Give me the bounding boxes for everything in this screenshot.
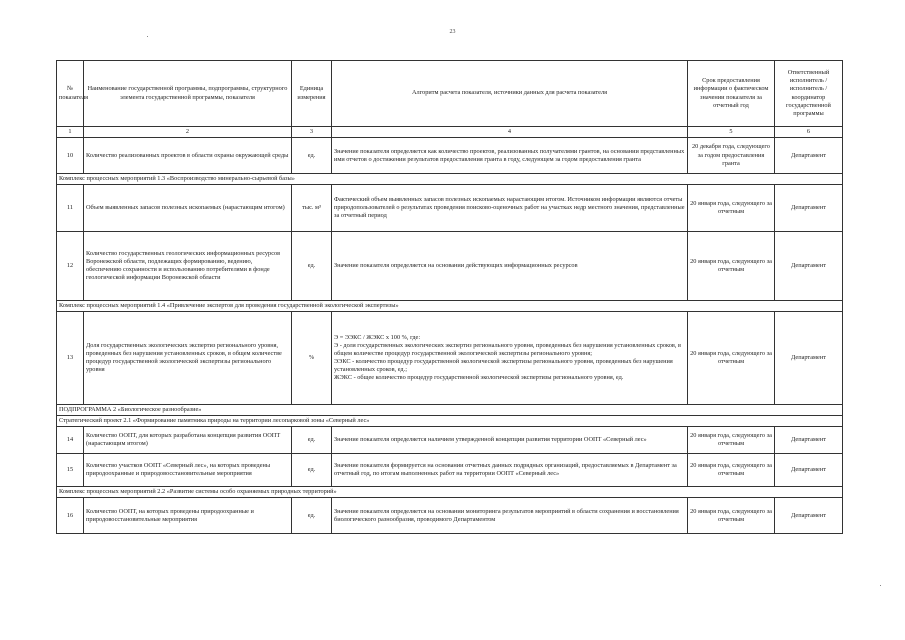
indicator-deadline: 20 января года, следующего за отчетным [688, 232, 775, 301]
table-row [57, 312, 843, 405]
formula-line: Э - доля государственных экологических экспертиз регионального уровня, проведенных без нарушения установленных сроков, в общем количестве процедур государственной экологической экспертизы регионального уровня; [334, 342, 681, 358]
indicator-number: 15 [57, 454, 84, 487]
indicator-deadline: 20 января года, следующего за отчетным [688, 498, 775, 534]
section-row [57, 416, 843, 427]
column-number: 3 [292, 127, 332, 138]
indicator-responsible: Департамент [775, 427, 843, 454]
indicator-name: Объем выявленных запасов полезных ископаемых (нарастающим итогом) [84, 185, 292, 232]
section-title: Комплекс процессных мероприятий 2.2 «Развитие системы особо охраняемых природных территорий» [57, 487, 843, 498]
indicator-responsible: Департамент [775, 498, 843, 534]
indicator-number: 16 [57, 498, 84, 534]
indicator-name: Доля государственных экологических экспертиз регионального уровня, проведенных без нарушения установленных сроков, в общем количестве процедур государственной экологической экспертизы регионального уровня [84, 312, 292, 405]
indicator-algorithm: Значение показателя определяется наличием утвержденной концепции развития территории ООПТ «Северный лес» [332, 427, 688, 454]
header-row [57, 61, 843, 127]
indicator-unit: ед. [292, 427, 332, 454]
header-col-algorithm: Алгоритм расчета показателя, источники данных для расчета показателя [332, 61, 688, 127]
column-number: 4 [332, 127, 688, 138]
indicator-deadline: 20 января года, следующего за отчетным [688, 454, 775, 487]
indicator-deadline: 20 января года, следующего за отчетным [688, 427, 775, 454]
column-number: 2 [84, 127, 292, 138]
indicator-name: Количество ООПТ, для которых разработана концепция развития ООПТ (нарастающим итогом) [84, 427, 292, 454]
column-number: 6 [775, 127, 843, 138]
table-row [57, 427, 843, 454]
table-row [57, 138, 843, 174]
indicators-table [56, 60, 843, 534]
indicator-responsible: Департамент [775, 312, 843, 405]
indicator-unit: ед. [292, 138, 332, 174]
table-row [57, 232, 843, 301]
formula-line: ЭЭКС - количество процедур государственной экологической экспертизы регионального уровня, проведенных без нарушения установленных сроков, ед.; [334, 358, 673, 374]
section-row [57, 405, 843, 416]
indicator-algorithm: Фактический объем выявленных запасов полезных ископаемых нарастающим итогом. Источником информации являются отчеты природопользователей о результатах проведения поисково-оценочных работ на участках недр местного значения, представленные за отчетный период [332, 185, 688, 232]
table-row [57, 498, 843, 534]
indicator-algorithm: Значение показателя формируется на основании отчетных данных подрядных организаций, предоставляемых в Департамент за отчетный год, по итогам выполненных работ на территории ООПТ «Северный лес» [332, 454, 688, 487]
section-row [57, 301, 843, 312]
indicator-responsible: Департамент [775, 232, 843, 301]
indicator-deadline: 20 января года, следующего за отчетным [688, 312, 775, 405]
column-number: 5 [688, 127, 775, 138]
section-title: Комплекс процессных мероприятий 1.3 «Воспроизводство минерально-сырьевой базы» [57, 174, 843, 185]
indicator-name: Количество ООПТ, на которых проведены природоохранные и природовосстановительные мероприятия [84, 498, 292, 534]
indicator-algorithm [332, 312, 688, 405]
indicator-algorithm: Значение показателя определяется на основании мониторинга результатов мероприятий в области сохранения и восстановления биологического разнообразия, проводимого Департаментом [332, 498, 688, 534]
table-row [57, 185, 843, 232]
table-row [57, 454, 843, 487]
scan-dot [880, 585, 881, 586]
section-row [57, 487, 843, 498]
header-col-responsible: Ответственный исполнитель / исполнитель / координатор государственной программы [775, 61, 843, 127]
section-row [57, 174, 843, 185]
header-col-unit: Единица измерения [292, 61, 332, 127]
header-col-number: № показателя [57, 61, 84, 127]
indicator-unit: ед. [292, 498, 332, 534]
indicator-responsible: Департамент [775, 138, 843, 174]
column-number: 1 [57, 127, 84, 138]
indicator-unit: % [292, 312, 332, 405]
column-number-row [57, 127, 843, 138]
indicator-responsible: Департамент [775, 454, 843, 487]
formula-line: ЖЭКС - общее количество процедур государственной экологической экспертизы регионального уровня, ед. [334, 374, 624, 382]
indicator-unit: ед. [292, 454, 332, 487]
indicator-deadline: 20 января года, следующего за отчетным [688, 185, 775, 232]
indicator-algorithm: Значение показателя определяется на основании действующих информационных ресурсов [332, 232, 688, 301]
indicator-unit: тыс. м³ [292, 185, 332, 232]
subprogram-title: ПОДПРОГРАММА 2 «Биологическое разнообразие» [57, 405, 843, 416]
indicator-name: Количество реализованных проектов в области охраны окружающей среды [84, 138, 292, 174]
header-col-name: Наименование государственной программы, подпрограммы, структурного элемента государственной программы, показателя [84, 61, 292, 127]
indicator-name: Количество участков ООПТ «Северный лес», на которых проведены природоохранные и природовосстановительные мероприятия [84, 454, 292, 487]
section-title: Стратегический проект 2.1 «Формирование памятника природы на территории лесопарковой зоны «Северный лес» [57, 416, 843, 427]
scan-dot [147, 36, 148, 37]
indicator-algorithm: Значение показателя определяется как количество проектов, реализованных получателями грантов, на основании представленных ими отчетов о достижении результатов предоставления гранта в году, следующем за годом предоставления гранта [332, 138, 688, 174]
indicator-unit: ед. [292, 232, 332, 301]
indicator-deadline: 20 декабря года, следующего за годом предоставления гранта [688, 138, 775, 174]
indicator-name: Количество государственных геологических информационных ресурсов Воронежской области, подлежащих формированию, ведению, обеспечению сохранности и использованию потребителями в фонде геологической информации Воронежской области [84, 232, 292, 301]
formula-line: Э = ЭЭКС / ЖЭКС х 100 %, где: [334, 334, 421, 341]
section-title: Комплекс процессных мероприятий 1.4 «Привлечение экспертов для проведения государственной экологической экспертизы» [57, 301, 843, 312]
page-number: 23 [449, 29, 456, 35]
indicator-number: 11 [57, 185, 84, 232]
indicator-number: 13 [57, 312, 84, 405]
indicator-number: 10 [57, 138, 84, 174]
header-col-deadline: Срок предоставления информации о фактическом значении показателя за отчетный год [688, 61, 775, 127]
indicator-responsible: Департамент [775, 185, 843, 232]
indicator-number: 12 [57, 232, 84, 301]
indicator-number: 14 [57, 427, 84, 454]
